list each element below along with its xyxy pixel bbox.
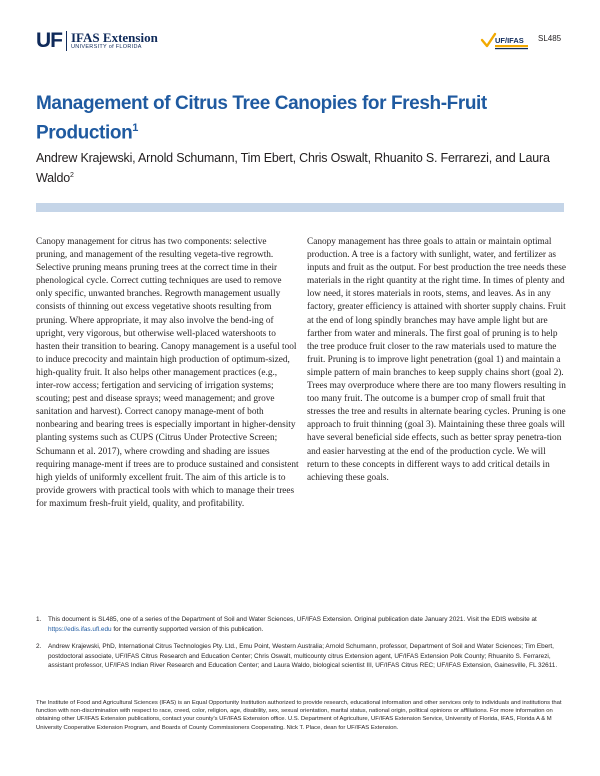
footnote-1 [36,615,566,634]
title-text: Management of Citrus Tree Canopies for Fresh-Fruit Production [36,93,487,144]
footnote-number: 1. [36,616,42,623]
logo-ifas-text: IFAS Extension [71,30,158,45]
solutions-badge-icon [480,31,530,51]
document-id: SL485 [538,34,562,43]
title-footnote-ref[interactable]: 1 [132,122,138,134]
logo-uf-mark: UF [36,29,62,52]
uf-ifas-logo[interactable] [36,31,158,51]
body-column-left: Canopy management for citrus has two components: selective pruning, and management of the resulting vegeta-tive regrowth. Selective pruning means pruning trees at the correct time in their phenological cycle. Correct cutting techniques are used to remove only specific, unwanted branches. Regrowth management usually consists of thinning out excess vegetative shoots resulting from pruning. Where appropriate, it may also involve the bend-ing of upright, very vigorous, but otherwise well-placed watershoots to hasten their transition to bearing. Canopy management is a useful tool to induce precocity and maintain high production of optimum-sized, high-quality fruit. It also helps other management practices (e.g., inter-row access; fertigation and servicing of irrigation systems; scouting; pest and disease sprays; weed management; and grove sanitation and harvest). Correct canopy manage-ment of both nonbearing and bearing trees is especially important in higher-density planting systems such as CUPS (Citrus Under Protective Screen; Schumann et al. 2017), where crowding and shading are issues requiring manage-ment if trees are to produce sustained and consistent high yields of uniformly excellent fruit. The aim of this article is to provide growers with practical tools with which to manage their trees for maximum fresh-fruit yield, quality, and profitability. [36,237,299,509]
author-list [36,150,566,187]
footnotes [36,615,566,679]
footnote-text: This document is SL485, one of a series of the Department of Soil and Water Sciences, UF/IFAS Extension. Original publication date January 2021. Visit the EDIS website at https://edis.ifas.ufl.edu for the currently supported version of this publication. [48,616,537,633]
badge-text: UF/IFAS [495,36,524,45]
equal-opportunity-disclaimer: The Institute of Food and Agricultural Sciences (IFAS) is an Equal Opportunity Institution authorized to provide research, educational information and other services only to individuals and institutions that function with non-discrimination with respect to race, creed, color, religion, age, disability, sex, sexual orientation, marital status, national origin, political opinions or affiliations. For more information on obtaining other UF/IFAS Extension publications, contact your county's UF/IFAS Extension office. U.S. Department of Agriculture, UF/IFAS Extension Service, University of Florida, IFAS, Florida A & M University Cooperative Extension Program, and Boards of County Commissioners Cooperating. Nick T. Place, dean for UF/IFAS Extension. [36,700,562,731]
footnote-number: 2. [36,643,42,651]
edis-link[interactable]: https://edis.ifas.ufl.edu [48,625,112,633]
footnote-2 [36,642,566,671]
page-header [0,0,600,70]
logo-university-text: UNIVERSITY of FLORIDA [71,44,142,50]
authors-text: Andrew Krajewski, Arnold Schumann, Tim Ebert, Chris Oswalt, Rhuanito S. Ferrarezi, and Laura Waldo [36,151,550,186]
authors-footnote-ref[interactable]: 2 [69,172,74,179]
footnote-text: Andrew Krajewski, PhD, International Citrus Technologies Pty. Ltd., Emu Point, Western Australia; Arnold Schumann, professor, Department of Soil and Water Sciences; Tim Ebert, postdoctoral associate, UF/IFAS Citrus Research and Education Center; Chris Oswalt, multicounty citrus Extension agent, UF/IFAS Extension Polk County; Rhuanito S. Ferrarezi, assistant professor, UF/IFAS Indian River Research and Education Center; and Laura Waldo, biological scientist III, UF/IFAS Citrus REC; UF/IFAS Extension, Gainesville, FL 32611. [48,643,558,670]
section-divider-band [36,203,564,212]
body-column-right: Canopy management has three goals to attain or maintain optimal production. A tree is a factory with sunlight, water, and fertilizer as inputs and fruit as the output. For best production the tree needs these materials in the right quantity at the right time. In times of plenty and low need, it stores materials in roots, stems, and leaves. As in any factory, greater efficiency is attained with shorter supply chains. Fruit at the end of long spindly branches may have ample light but are farther from water and minerals. The first goal of pruning is to help the tree produce fruit closer to the raw materials used to mature the fruit. Pruning is to improve light penetration (goal 1) and maintain a simple pattern of main branches to keep supply chains short (goal 2). Trees may overproduce where there are too many flowers resulting in too many fruit. The outcome is a bumper crop of small fruit that stresses the tree and results in alternate bearing cycles. Pruning is one approach to fruit thinning (goal 3). Maintaining these three goals will have several beneficial side effects, such as better spray penetra-tion and easier harvesting at the end of the production cycle. We will return to these concepts in different ways to add critical details in achieving these goals. [307,237,566,483]
page-title [36,92,566,145]
logo-wordmark [66,31,158,51]
